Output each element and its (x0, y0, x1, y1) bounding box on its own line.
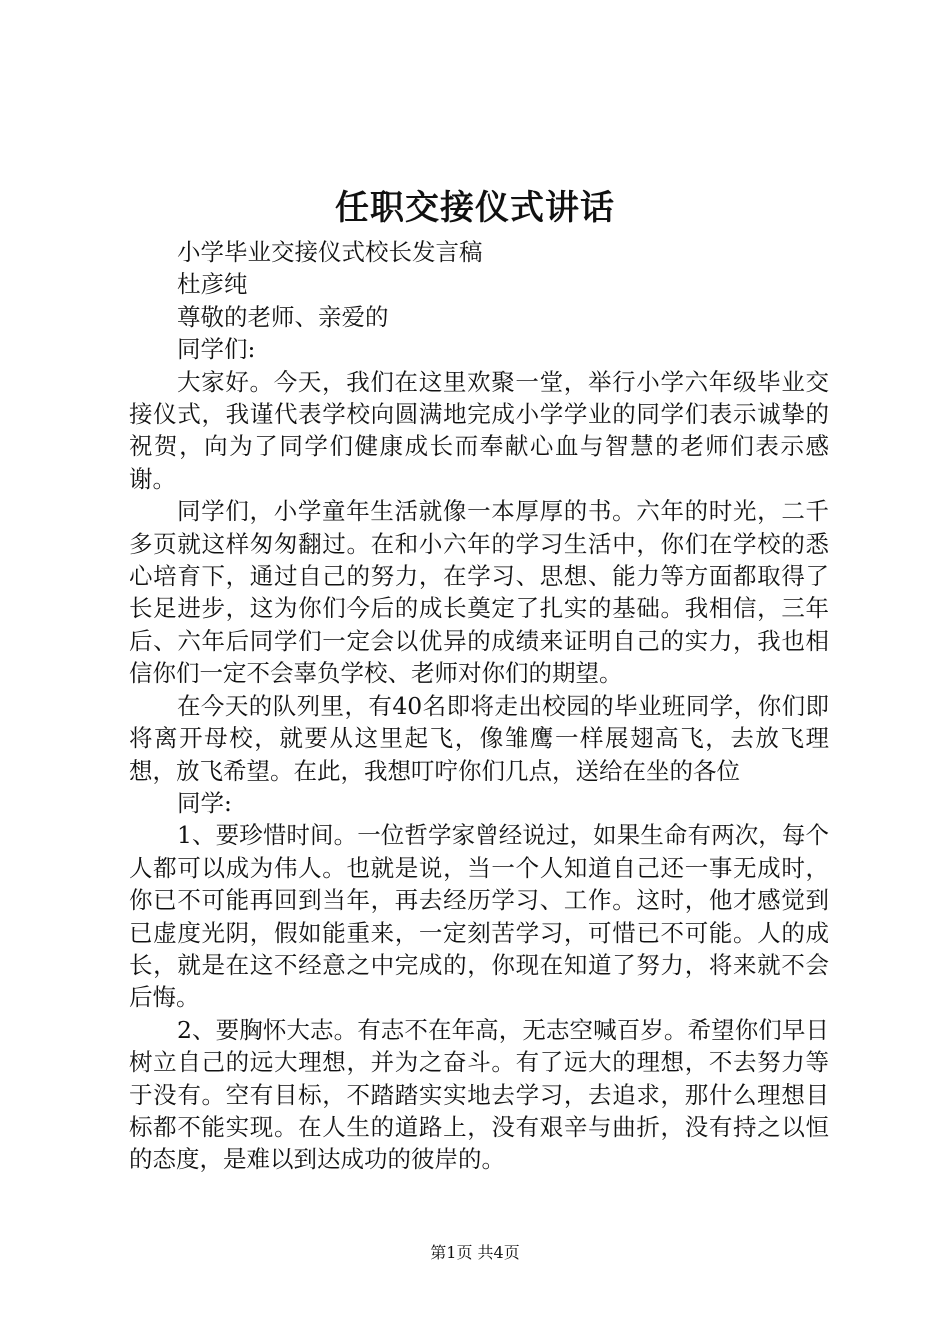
page-footer: 第1页 共4页 (430, 1243, 520, 1262)
author: 杜彦纯 (177, 270, 248, 299)
paragraph-graduates: 在今天的队列里，有40名即将走出校园的毕业班同学，你们即将离开母校，就要从这里起飞，像雏鹰一样展翅高飞，去放飞理想，放飞希望。在此，我想叮咛你们几点，送给在坐的各位 (129, 691, 829, 785)
point-ambition: 2、要胸怀大志。有志不在年高，无志空喊百岁。希望你们早日树立自己的远大理想，并为之奋斗。有了远大的理想，不去努力等于没有。空有目标，不踏踏实实地去学习，去追求，那什么理想目标都不能实现。在人生的道路上，没有艰辛与曲折，没有持之以恒的态度，是难以到达成功的彼岸的。 (129, 1015, 829, 1174)
paragraph-childhood: 同学们，小学童年生活就像一本厚厚的书。六年的时光，二千多页就这样匆匆翻过。在和小六年的学习生活中，你们在学校的悉心培育下，通过自己的努力，在学习、思想、能力等方面都取得了长足进步，这为你们今后的成长奠定了扎实的基础。我相信，三年后、六年后同学们一定会以优异的成绩来证明自己的实力，我也相信你们一定不会辜负学校、老师对你们的期望。 (129, 497, 829, 688)
salutation-line-1: 尊敬的老师、亲爱的 (177, 302, 389, 331)
document-body (129, 236, 829, 1176)
page-title: 任职交接仪式讲话 (335, 188, 615, 228)
salutation-line-2: 同学们: (177, 335, 256, 364)
point-cherish-time: 1、要珍惜时间。一位哲学家曾经说过，如果生命有两次，每个人都可以成为伟人。也就是说，当一个人知道自己还一事无成时，你已不可能再回到当年，再去经历学习、工作。这时，他才感觉到已虚度光阴，假如能重来，一定刻苦学习，可惜已不可能。人的成长，就是在这不经意之中完成的，你现在知道了努力，将来就不会后悔。 (129, 821, 829, 1012)
subtitle: 小学毕业交接仪式校长发言稿 (177, 238, 483, 266)
paragraph-greeting: 大家好。今天，我们在这里欢聚一堂，举行小学六年级毕业交接仪式，我谨代表学校向圆满地完成小学学业的同学们表示诚挚的祝贺，向为了同学们健康成长而奉献心血与智慧的老师们表示感谢。 (129, 367, 829, 493)
salutation-line-3: 同学: (177, 788, 232, 817)
